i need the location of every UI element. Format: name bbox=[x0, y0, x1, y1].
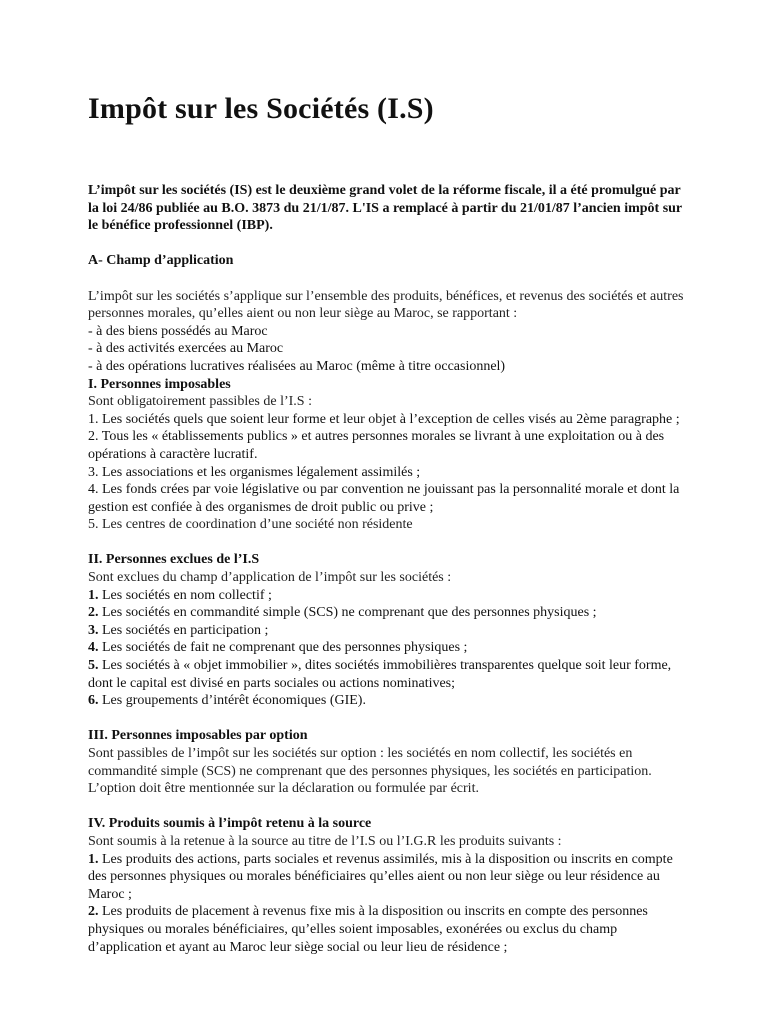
list-item bbox=[88, 604, 688, 622]
item-number: 2. bbox=[88, 904, 99, 920]
item-text: Les sociétés en participation ; bbox=[98, 622, 269, 638]
item-text: Les produits des actions, parts sociales et revenus assimilés, mis à la disposition ou inscrits en compte des personnes physiques ou morales bénéficiaires qu’elles aient ou non leur siège ou leur résidence au Maroc ; bbox=[88, 851, 673, 902]
list-item: 4. Les fonds crées par voie législative ou par convention ne jouissant pas la personnalité morale et dont la gestion est confiée à des organismes de droit public ou prive ; bbox=[88, 482, 680, 515]
list-item: 1. Les sociétés quels que soient leur forme et leur objet à l’exception de celles visés au 2ème paragraphe ; bbox=[88, 411, 680, 427]
section-3-heading: III. Personnes imposables par option bbox=[88, 728, 308, 744]
item-text: Les sociétés en nom collectif ; bbox=[98, 587, 272, 603]
list-item: - à des activités exercées au Maroc bbox=[88, 341, 284, 357]
section-3-text: Sont passibles de l’impôt sur les sociétés sur option : les sociétés en nom collectif, les sociétés en commandité simple (SCS) ne comprenant que des personnes physiques, les sociétés en participation. L’option doit être mentionnée sur la déclaration ou formulée par écrit. bbox=[88, 746, 652, 797]
document-title: Impôt sur les Sociétés (I.S) bbox=[88, 92, 434, 125]
item-number: 5. bbox=[88, 658, 99, 674]
item-text: Les sociétés de fait ne comprenant que des personnes physiques ; bbox=[98, 640, 468, 656]
section-a-heading: A- Champ d’application bbox=[88, 253, 234, 269]
list-item bbox=[88, 587, 688, 605]
section-2-lead: Sont exclues du champ d’application de l’impôt sur les sociétés : bbox=[88, 570, 452, 586]
item-number: 1. bbox=[88, 587, 99, 603]
list-item bbox=[88, 657, 688, 692]
item-text: Les groupements d’intérêt économiques (GIE). bbox=[98, 693, 366, 709]
document-body bbox=[88, 182, 688, 956]
list-item: - à des opérations lucratives réalisées au Maroc (même à titre occasionnel) bbox=[88, 358, 506, 374]
list-item bbox=[88, 692, 688, 710]
item-number: 1. bbox=[88, 851, 99, 867]
item-number: 4. bbox=[88, 640, 99, 656]
list-item: 3. Les associations et les organismes légalement assimilés ; bbox=[88, 464, 421, 480]
list-item: 5. Les centres de coordination d’une société non résidente bbox=[88, 517, 413, 533]
section-a-text: L’impôt sur les sociétés s’applique sur l’ensemble des produits, bénéfices, et revenus des sociétés et autres personnes morales, qu’elles aient ou non leur siège au Maroc, se rapportant : bbox=[88, 288, 684, 322]
section-1-lead: Sont obligatoirement passibles de l’I.S : bbox=[88, 394, 312, 410]
section-2-heading: II. Personnes exclues de l’I.S bbox=[88, 552, 260, 568]
section-4-heading: IV. Produits soumis à l’impôt retenu à la source bbox=[88, 816, 372, 832]
item-number: 6. bbox=[88, 693, 99, 709]
item-text: Les produits de placement à revenus fixe mis à la disposition ou inscrits en compte des personnes physiques ou morales bénéficiaires, qu’elles soient imposables, exonérées ou exclus du champ d’application et ayant au Maroc leur siège social ou leur lieu de résidence ; bbox=[88, 904, 648, 955]
list-item: - à des biens possédés au Maroc bbox=[88, 323, 268, 339]
list-item: 2. Tous les « établissements publics » et autres personnes morales se livrant à une exploitation ou à des opérations à caractère lucratif. bbox=[88, 429, 665, 462]
item-number: 2. bbox=[88, 605, 99, 621]
item-text: Les sociétés à « objet immobilier », dites sociétés immobilières transparentes quelque soit leur forme, dont le capital est divisé en parts sociales ou actions nominatives; bbox=[88, 658, 672, 691]
item-number: 3. bbox=[88, 622, 99, 638]
item-text: Les sociétés en commandité simple (SCS) ne comprenant que des personnes physiques ; bbox=[98, 605, 597, 621]
intro-paragraph: L’impôt sur les sociétés (IS) est le deuxième grand volet de la réforme fiscale, il a été promulgué par la loi 24/86 publiée au B.O. 3873 du 21/1/87. L'IS a remplacé à partir du 21/01/87 l’ancien impôt sur le bénéfice professionnel (IBP). bbox=[88, 183, 682, 234]
list-item bbox=[88, 903, 688, 956]
list-item bbox=[88, 639, 688, 657]
section-1-heading: I. Personnes imposables bbox=[88, 376, 231, 392]
list-item bbox=[88, 622, 688, 640]
section-4-lead: Sont soumis à la retenue à la source au titre de l’I.S ou l’I.G.R les produits suivants : bbox=[88, 833, 562, 849]
list-item bbox=[88, 851, 688, 904]
